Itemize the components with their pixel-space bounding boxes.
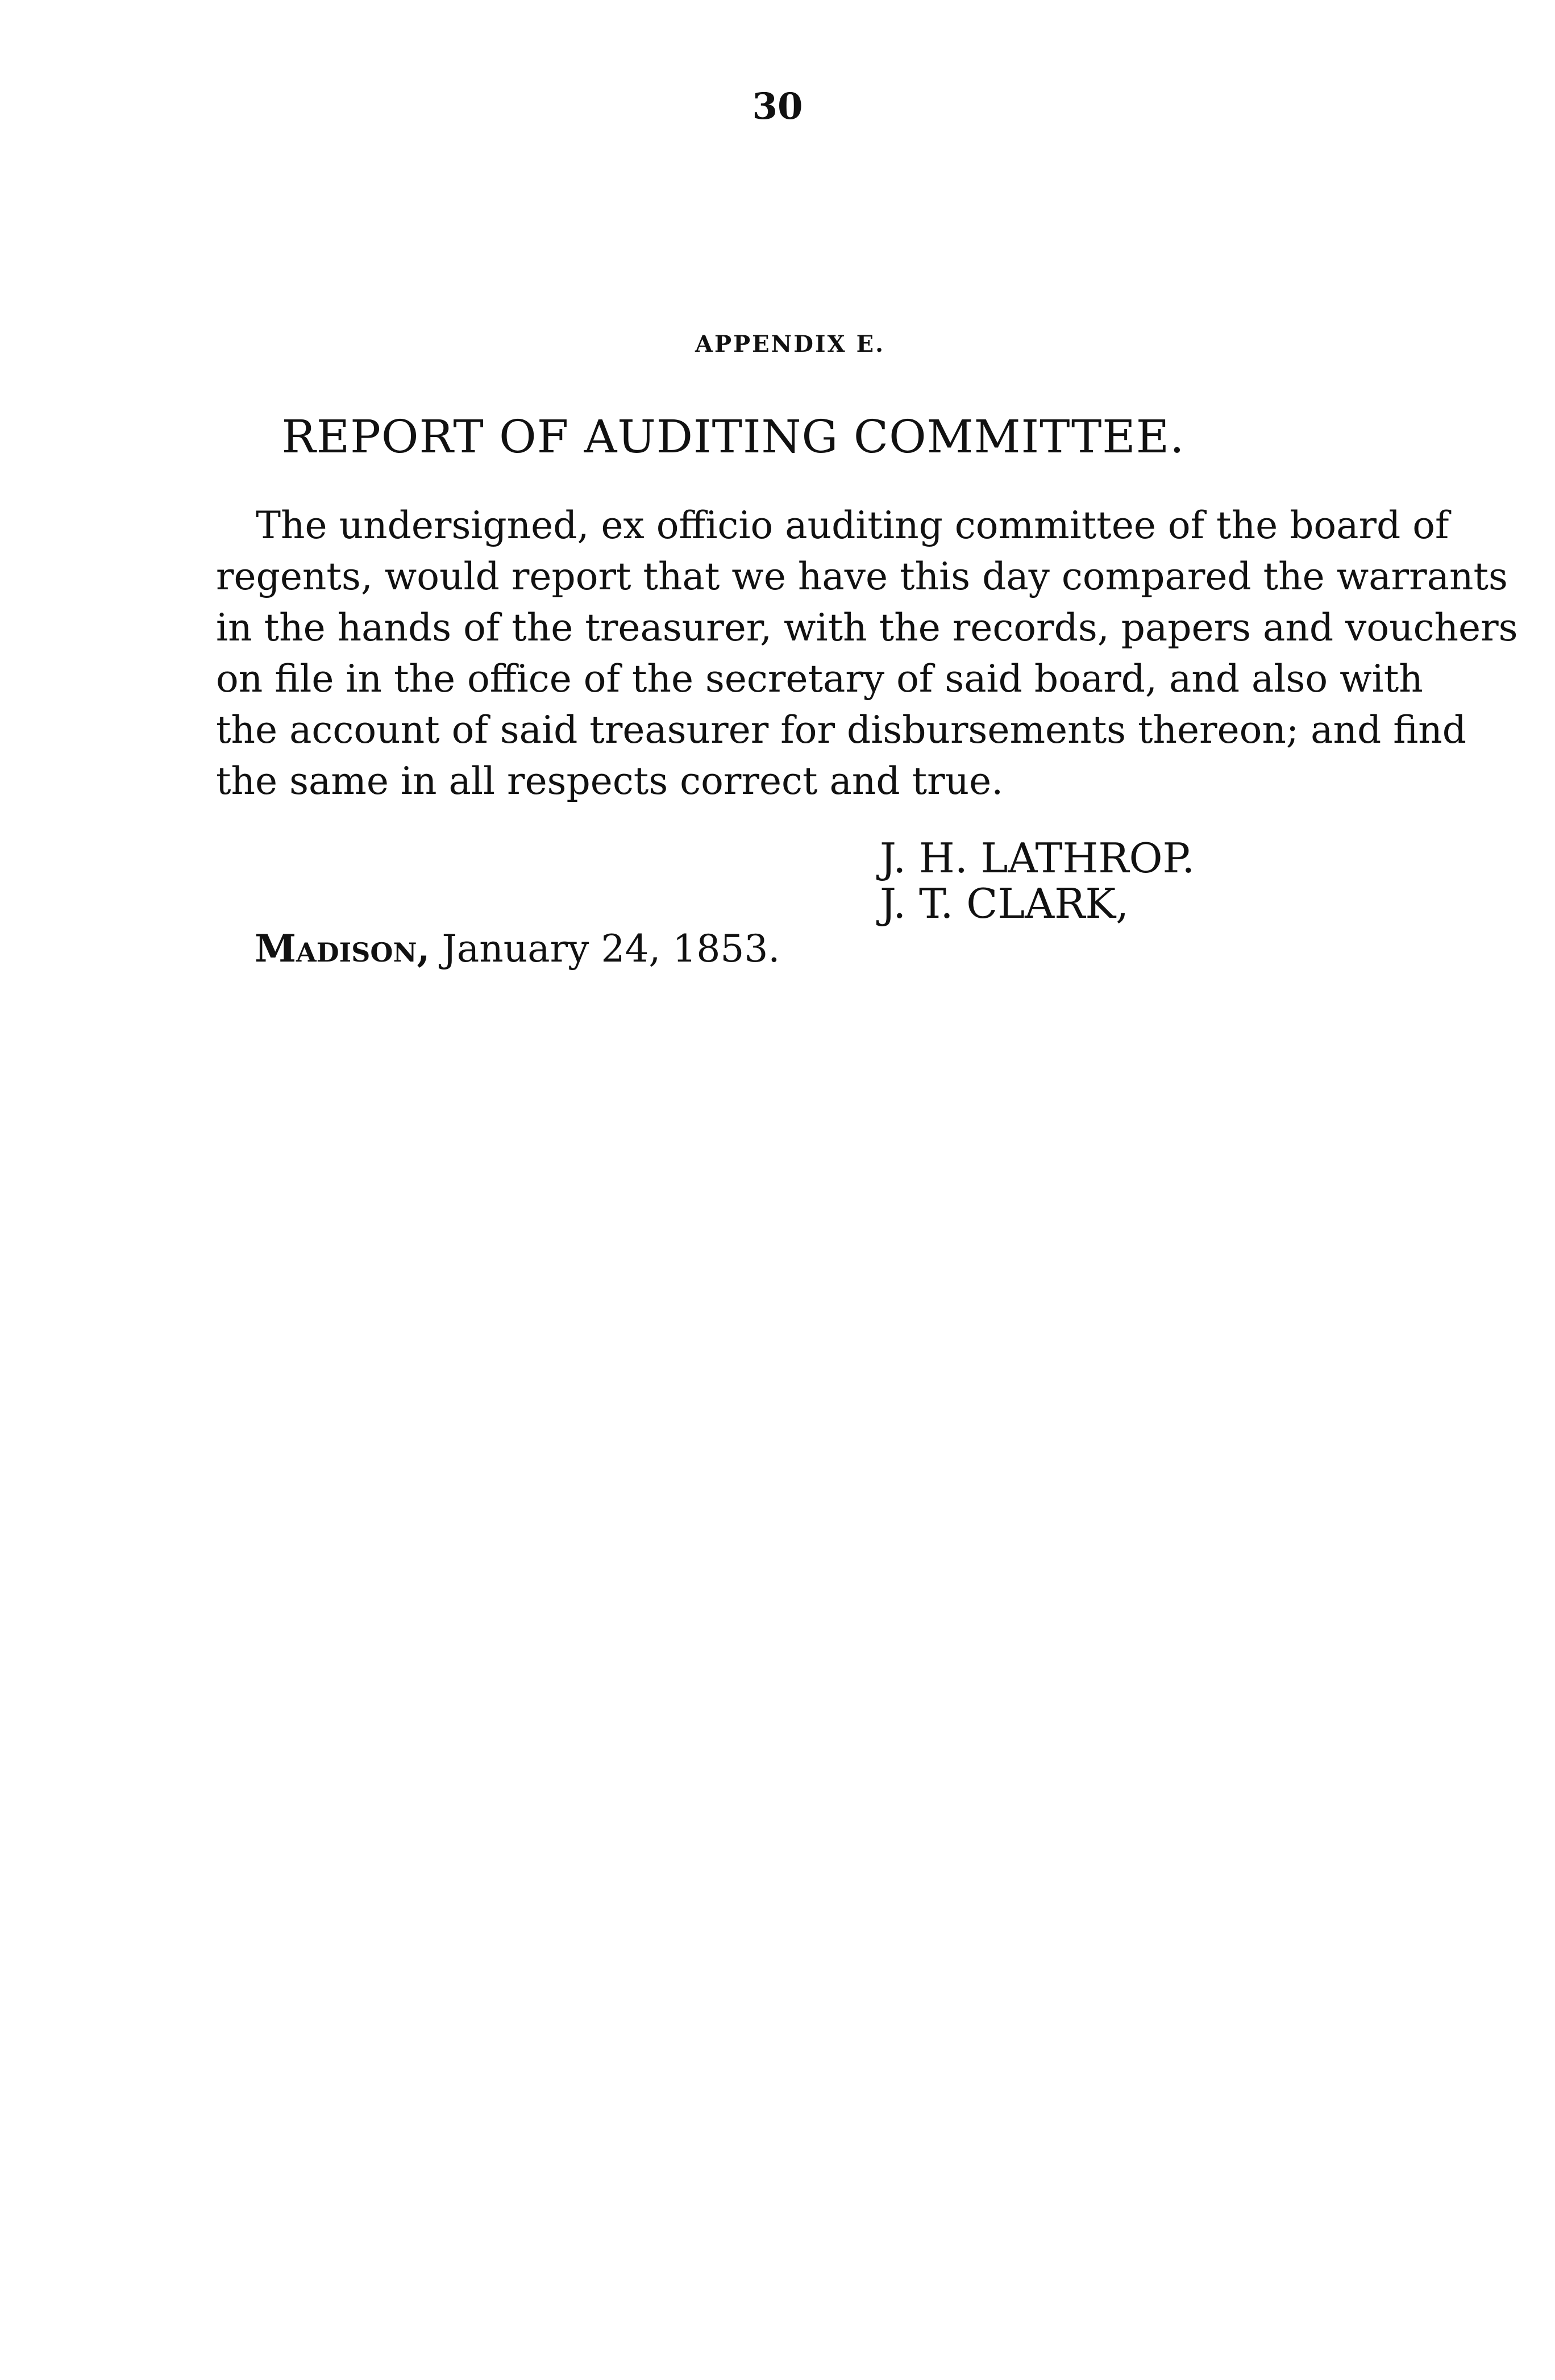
place: Madison, <box>255 926 430 971</box>
body-line: the same in all respects correct and true. <box>216 759 1004 803</box>
appendix-label: APPENDIX E. <box>695 331 885 357</box>
body-line: in the hands of the treasurer, with the records, papers and vouchers <box>216 606 1518 650</box>
report-body <box>216 500 1518 807</box>
date: January 24, 1853. <box>430 927 780 971</box>
signature-clark: J. T. CLARK, <box>880 880 1129 927</box>
signature-lathrop: J. H. LATHROP. <box>880 834 1195 882</box>
body-line: The undersigned, ex officio auditing committee of the board of <box>256 504 1449 547</box>
page-number: 30 <box>752 85 803 128</box>
place-date-line <box>255 926 780 971</box>
body-line: regents, would report that we have this day compared the warrants <box>216 555 1508 598</box>
report-title: REPORT OF AUDITING COMMITTEE. <box>281 410 1185 463</box>
body-line: on file in the office of the secretary of said board, and also with <box>216 657 1423 701</box>
body-line: the account of said treasurer for disbursements thereon; and find <box>216 708 1466 752</box>
